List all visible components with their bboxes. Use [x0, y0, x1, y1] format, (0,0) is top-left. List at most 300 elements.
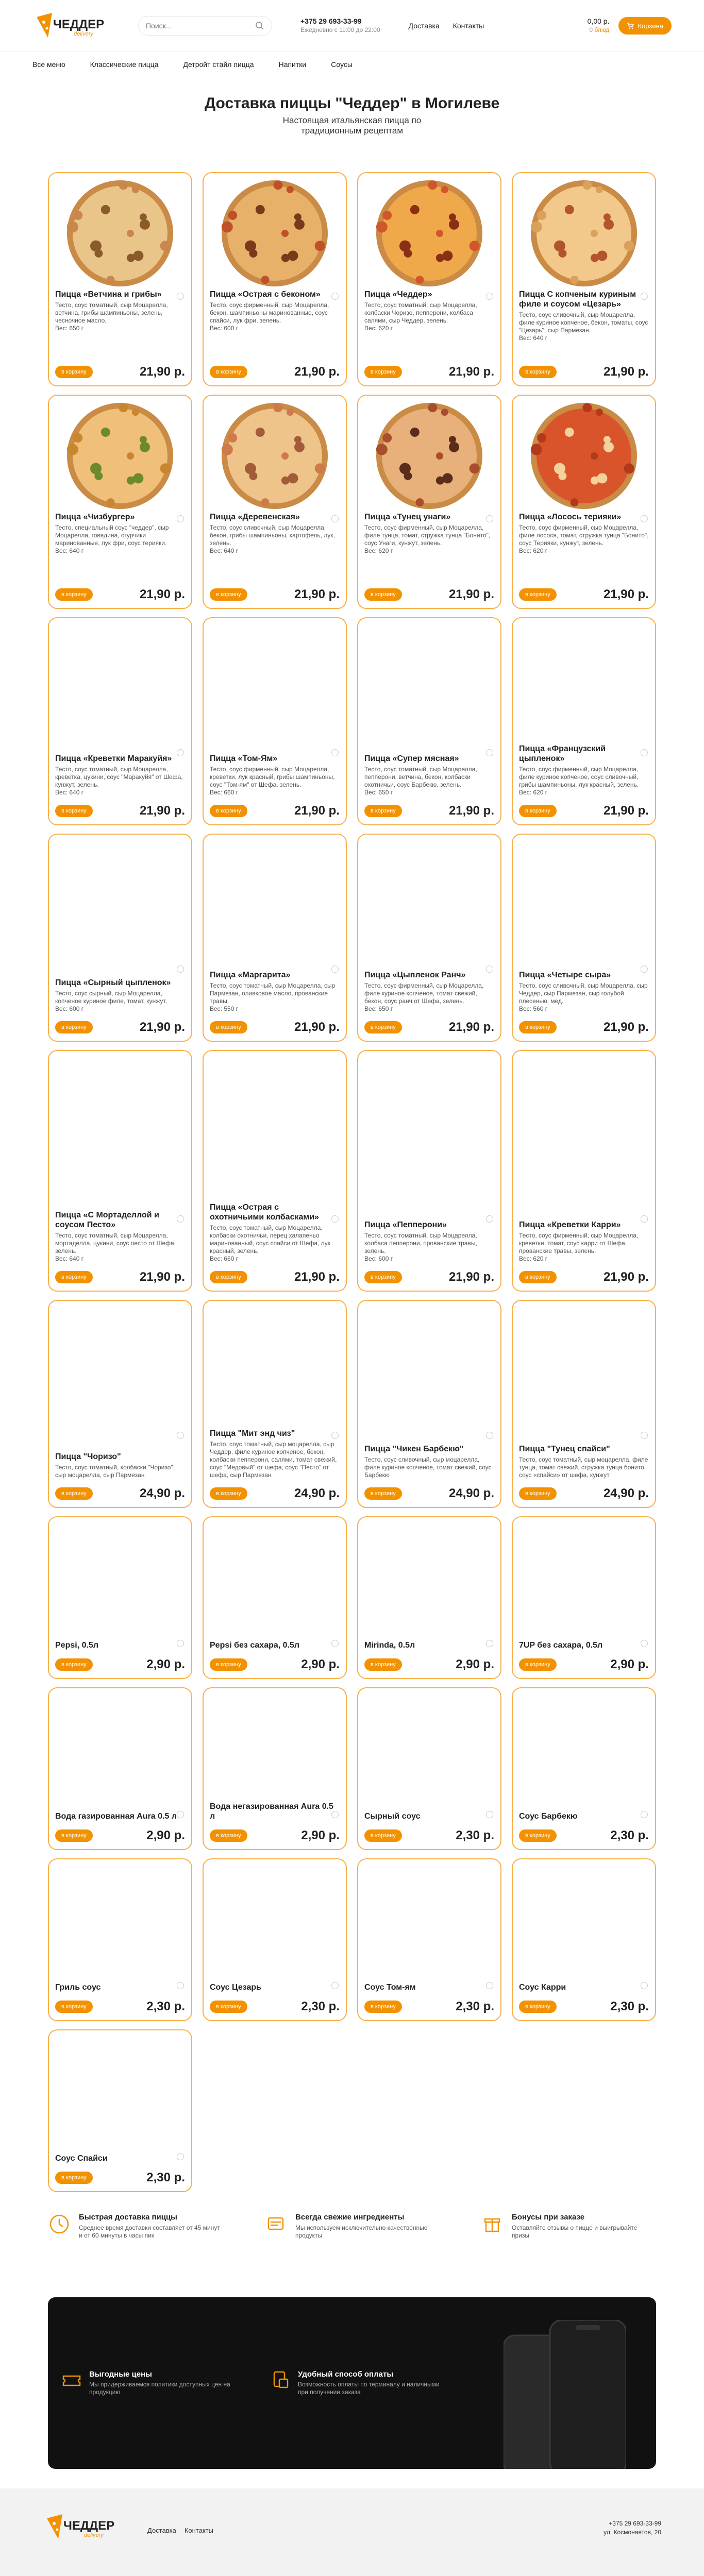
footer	[0, 2488, 704, 2576]
product-image-placeholder[interactable]	[519, 1307, 649, 1442]
product-card[interactable]	[203, 1300, 347, 1508]
product-card[interactable]	[48, 1516, 192, 1679]
product-image-placeholder[interactable]	[210, 624, 340, 752]
product-description: Тесто, соус томатный, сыр Моцарелла, креветка, цукини, соус "Маракуйя" от Шефа, кунжут, зелень.	[55, 766, 183, 788]
logo-image	[43, 2509, 120, 2545]
product-name[interactable]: Пицца «Супер мясная»	[364, 754, 459, 763]
product-image-placeholder[interactable]	[55, 1866, 185, 1980]
product-footer	[364, 365, 494, 379]
product-image-placeholder[interactable]	[55, 1307, 185, 1450]
product-image-placeholder[interactable]	[364, 1866, 494, 1980]
product-weight: Вес: 650 г	[364, 789, 393, 796]
add-to-cart-button[interactable]: в корзину	[55, 2001, 93, 2013]
favorite-icon[interactable]	[331, 1982, 339, 1989]
product-name[interactable]: Гриль соус	[55, 1983, 101, 1992]
favorite-icon[interactable]	[641, 1640, 648, 1647]
product-image[interactable]	[55, 179, 185, 287]
product-description: Тесто, соус томатный, сыр Моцарелла, колбаски охотничьи, перец халапеньо маринованный, соус спайси от Шефа, лук красный, зелень.	[210, 1224, 330, 1255]
add-to-cart-button[interactable]: в корзину	[210, 588, 247, 601]
product-card[interactable]	[48, 617, 192, 825]
product-description: Тесто, соус томатный, сыр Моцарелла, пепперони, ветчина, бекон, колбаски охотничьи, соус Барбекю, зелень.	[364, 766, 477, 788]
product-description: Тесто, соус томатный, сыр Моцарелла, колбаса пепперони, прованские травы, зелень.	[364, 1232, 477, 1255]
footer-nav-contacts[interactable]: Контакты	[184, 2527, 213, 2534]
product-name[interactable]: Пицца «Французский цыпленок»	[519, 744, 606, 763]
category-item[interactable]: Классические пицца	[90, 60, 159, 69]
product-price: 21,90 р.	[294, 365, 340, 379]
product-footer	[55, 1486, 185, 1501]
add-to-cart-button[interactable]: в корзину	[55, 1487, 93, 1500]
product-footer	[55, 587, 185, 602]
feature-text: Оставляйте отзывы о пицце и выигрывайте призы	[512, 2224, 638, 2239]
product-image-placeholder[interactable]	[519, 1694, 649, 1809]
product-price: 21,90 р.	[448, 804, 494, 818]
product-weight: Вес: 650 г	[364, 1005, 393, 1012]
product-card[interactable]	[357, 1050, 501, 1292]
product-price: 2,30 р.	[146, 1999, 185, 2013]
product-footer	[364, 1020, 494, 1035]
add-to-cart-button[interactable]: в корзину	[364, 366, 402, 378]
product-image-placeholder[interactable]	[55, 841, 185, 976]
favorite-icon[interactable]	[177, 965, 184, 973]
product-name[interactable]: Pepsi, 0.5л	[55, 1641, 98, 1650]
product-name[interactable]: Соус Цезарь	[210, 1983, 261, 1992]
product-weight: Вес: 620 г	[519, 547, 548, 554]
product-card[interactable]	[48, 1687, 192, 1850]
product-name[interactable]: Pepsi без сахара, 0.5л	[210, 1641, 300, 1650]
product-name[interactable]: Mirinda, 0.5л	[364, 1641, 415, 1650]
product-footer	[210, 1486, 340, 1501]
product-image-placeholder[interactable]	[519, 1523, 649, 1638]
add-to-cart-button[interactable]: в корзину	[210, 805, 247, 817]
cart-button[interactable]	[618, 17, 672, 35]
product-image[interactable]	[55, 402, 185, 510]
product-price: 2,30 р.	[610, 1999, 649, 2013]
product-price: 2,90 р.	[146, 1828, 185, 1842]
product-description: Тесто, соус фирменный, сыр Моцарелла, филе тунца, томат, стружка тунца "Бонито", соус Унаги, кунжут, зелень.	[364, 524, 491, 547]
add-to-cart-button[interactable]: в корзину	[210, 366, 247, 378]
product-description: Тесто, соус сливочный, сыр Моцарелла, филе куриное копченое, бекон, томаты, соус "Цезарь", сыр Пармезан.	[519, 311, 648, 334]
product-name[interactable]: Пицца «Пепперони»	[364, 1221, 447, 1229]
header-hours: Ежедневно с 11:00 до 22:00	[300, 26, 380, 33]
add-to-cart-button[interactable]: в корзину	[519, 588, 557, 601]
product-price: 2,30 р.	[456, 1828, 494, 1842]
favorite-icon[interactable]	[177, 1640, 184, 1647]
category-item[interactable]: Соусы	[331, 60, 353, 69]
product-card[interactable]	[203, 1687, 347, 1850]
product-price: 21,90 р.	[294, 804, 340, 818]
favorite-icon[interactable]	[486, 1811, 493, 1818]
product-price: 21,90 р.	[603, 1270, 649, 1284]
add-to-cart-button[interactable]: в корзину	[55, 366, 93, 378]
product-name[interactable]: Пицца «Чеддер»	[364, 290, 432, 299]
ticket-icon	[61, 2370, 82, 2391]
product-name[interactable]: Пицца "Чоризо"	[55, 1452, 121, 1461]
header	[0, 0, 704, 52]
favorite-icon[interactable]	[331, 1811, 339, 1818]
footer-nav-delivery[interactable]: Доставка	[147, 2527, 176, 2534]
product-image-placeholder[interactable]	[364, 841, 494, 968]
svg-text:ЧЕДДЕР: ЧЕДДЕР	[53, 18, 105, 31]
product-image[interactable]	[364, 402, 494, 510]
favorite-icon[interactable]	[177, 749, 184, 756]
pizza-icon	[530, 402, 638, 510]
product-price: 21,90 р.	[448, 587, 494, 601]
product-price: 21,90 р.	[448, 365, 494, 379]
add-to-cart-button[interactable]: в корзину	[55, 1829, 93, 1842]
favorite-icon[interactable]	[486, 1640, 493, 1647]
product-name[interactable]: Сырный соус	[364, 1812, 421, 1821]
product-name[interactable]: Пицца «Деревенская»	[210, 513, 300, 521]
product-card[interactable]	[357, 1858, 501, 2021]
favorite-icon[interactable]	[177, 515, 184, 522]
add-to-cart-button[interactable]: в корзину	[55, 1021, 93, 1033]
product-price: 21,90 р.	[139, 804, 185, 818]
favorite-icon[interactable]	[177, 1811, 184, 1818]
header-phone[interactable]: +375 29 693-33-99	[300, 17, 362, 25]
add-to-cart-button[interactable]: в корзину	[364, 1829, 402, 1842]
cart-icon	[627, 22, 634, 29]
product-image-placeholder[interactable]	[210, 1057, 340, 1200]
favorite-icon[interactable]	[641, 1432, 648, 1439]
product-card[interactable]	[512, 1300, 656, 1508]
product-image-placeholder[interactable]	[210, 1523, 340, 1638]
product-footer	[210, 1999, 340, 2014]
product-price: 21,90 р.	[603, 587, 649, 601]
product-description: Тесто, соус сырный, сыр Моцарелла, копченое куриное филе, томат, кунжут.	[55, 990, 167, 1005]
product-footer	[364, 1828, 494, 1843]
banner-item-text: Возможность оплаты по терминалу и наличными при получении заказа	[298, 2381, 440, 2396]
logo[interactable]	[32, 8, 120, 44]
add-to-cart-button[interactable]: в корзину	[364, 1271, 402, 1283]
product-image[interactable]	[210, 179, 340, 287]
add-to-cart-button[interactable]: в корзину	[55, 805, 93, 817]
favorite-icon[interactable]	[486, 293, 493, 300]
clock-icon	[48, 2213, 71, 2235]
product-description: Тесто, соус томатный, сыр Моцарелла, сыр Пармезан, оливковое масло, прованские травы.	[210, 982, 336, 1005]
product-footer	[519, 1270, 649, 1284]
product-footer	[210, 587, 340, 602]
favorite-icon[interactable]	[641, 965, 648, 973]
product-card[interactable]	[203, 1516, 347, 1679]
product-price: 21,90 р.	[603, 804, 649, 818]
product-footer	[55, 804, 185, 818]
product-name[interactable]: Пицца «Четыре сыра»	[519, 971, 611, 979]
product-name[interactable]: Вода газированная Aura 0.5 л	[55, 1812, 177, 1821]
feature-text: Мы используем исключительно качественные продукты	[295, 2224, 428, 2239]
favorite-icon[interactable]	[177, 1215, 184, 1223]
product-image[interactable]	[519, 402, 649, 510]
add-to-cart-button[interactable]: в корзину	[519, 1487, 557, 1500]
add-to-cart-button[interactable]: в корзину	[364, 1021, 402, 1033]
favorite-icon[interactable]	[641, 749, 648, 756]
product-price: 21,90 р.	[603, 1020, 649, 1034]
product-image[interactable]	[364, 179, 494, 287]
product-footer	[519, 804, 649, 818]
product-card[interactable]	[357, 834, 501, 1042]
product-card[interactable]	[357, 395, 501, 609]
product-footer	[210, 1020, 340, 1035]
product-card[interactable]	[512, 1687, 656, 1850]
add-to-cart-button[interactable]: в корзину	[364, 1658, 402, 1671]
product-description: Тесто, соус томатный, сыр Моцарелла, колбаски Чоризо, пепперони, колбаса салями, сыр Чеддер, зелень.	[364, 301, 477, 324]
product-image-placeholder[interactable]	[364, 624, 494, 752]
product-image[interactable]	[210, 402, 340, 510]
add-to-cart-button[interactable]: в корзину	[364, 805, 402, 817]
product-footer	[519, 1657, 649, 1672]
feature-title: Бонусы при заказе	[512, 2213, 585, 2222]
add-to-cart-button[interactable]: в корзину	[55, 2172, 93, 2184]
favorite-icon[interactable]	[331, 293, 339, 300]
product-card[interactable]	[203, 395, 347, 609]
favorite-icon[interactable]	[177, 1432, 184, 1439]
product-image[interactable]	[519, 179, 649, 287]
product-image-placeholder[interactable]	[519, 1866, 649, 1980]
product-card[interactable]	[48, 395, 192, 609]
footer-logo[interactable]	[43, 2509, 120, 2547]
product-image-placeholder[interactable]	[210, 1866, 340, 1980]
header-contacts	[300, 17, 380, 35]
product-name[interactable]: Пицца «Сырный цыпленок»	[55, 978, 171, 987]
add-to-cart-button[interactable]: в корзину	[519, 805, 557, 817]
promo-banner	[48, 2297, 656, 2469]
nav-delivery[interactable]: Доставка	[408, 22, 440, 30]
product-footer	[55, 365, 185, 379]
product-name[interactable]: Пицца «Креветки Маракуйя»	[55, 754, 172, 763]
product-card[interactable]	[48, 1858, 192, 2021]
favorite-icon[interactable]	[641, 1811, 648, 1818]
product-image-placeholder[interactable]	[55, 1057, 185, 1208]
category-item[interactable]: Детройт стайл пицца	[183, 60, 254, 69]
product-image-placeholder[interactable]	[210, 841, 340, 968]
favorite-icon[interactable]	[177, 293, 184, 300]
favorite-icon[interactable]	[486, 515, 493, 522]
product-name[interactable]: Пицца «Том-Ям»	[210, 754, 278, 763]
product-name[interactable]: Соус Спайси	[55, 2154, 108, 2163]
add-to-cart-button[interactable]: в корзину	[519, 1658, 557, 1671]
feature-text: Среднее время доставки составляет от 45 минут и от 60 минуты в часы пик	[79, 2224, 220, 2239]
product-card[interactable]	[357, 617, 501, 825]
product-image-placeholder[interactable]	[364, 1523, 494, 1638]
product-name[interactable]: Пицца "Тунец спайси"	[519, 1445, 610, 1453]
product-image-placeholder[interactable]	[55, 624, 185, 752]
footer-phone[interactable]: +375 29 693-33-99	[609, 2520, 661, 2527]
product-card[interactable]	[512, 172, 656, 386]
favorite-icon[interactable]	[177, 2153, 184, 2160]
product-price: 2,30 р.	[456, 1999, 494, 2013]
header-nav	[409, 22, 484, 30]
product-card[interactable]	[512, 1858, 656, 2021]
product-weight: Вес: 620 г	[519, 1255, 548, 1262]
favorite-icon[interactable]	[486, 1982, 493, 1989]
product-image-placeholder[interactable]	[519, 841, 649, 968]
search-input[interactable]	[146, 22, 255, 30]
banner-item-text: Мы придерживаемся политики доступных цен на продукцию	[89, 2381, 230, 2396]
footer-nav	[147, 2527, 213, 2534]
product-description: Тесто, соус фирменный, сыр Моцарелла, бекон, шампиньоны маринованные, соус спайси, лук фри, зелень.	[210, 301, 329, 324]
product-description: Тесто, соус фирменный, сыр Моцарелла, филе куриное копченое, соус сливочный, грибы шампиньоны, лук красный, зелень.	[519, 766, 639, 788]
banner-item-title: Удобный способ оплаты	[298, 2370, 394, 2379]
product-card[interactable]	[357, 1516, 501, 1679]
category-item[interactable]: Все меню	[32, 60, 65, 69]
product-name[interactable]: Пицца «Маргарита»	[210, 971, 291, 979]
favorite-icon[interactable]	[331, 1432, 339, 1439]
product-image-placeholder[interactable]	[519, 1057, 649, 1218]
product-footer	[519, 1020, 649, 1035]
product-image-placeholder[interactable]	[55, 1694, 185, 1809]
product-name[interactable]: Пицца «Цыпленок Ранч»	[364, 971, 466, 979]
product-name[interactable]: Пицца «Лосось терияки»	[519, 513, 622, 521]
favorite-icon[interactable]	[486, 965, 493, 973]
product-footer	[55, 1657, 185, 1672]
product-name[interactable]: Соус Карри	[519, 1983, 566, 1992]
product-name[interactable]: Пицца «Острая с охотничьими колбасками»	[210, 1203, 319, 1222]
product-price: 2,90 р.	[301, 1657, 340, 1671]
product-card[interactable]	[48, 2029, 192, 2192]
product-description: Тесто, соус сливочный, сыр моцарелла, филе куриное копченое, томат свежий, соус Барбекю	[364, 1456, 492, 1479]
search-box	[138, 16, 272, 36]
favorite-icon[interactable]	[331, 965, 339, 973]
favorite-icon[interactable]	[641, 1215, 648, 1223]
add-to-cart-button[interactable]: в корзину	[364, 588, 402, 601]
add-to-cart-button[interactable]: в корзину	[210, 1021, 247, 1033]
product-card[interactable]	[203, 834, 347, 1042]
product-image-placeholder[interactable]	[210, 1307, 340, 1427]
product-name[interactable]: Соус Том-ям	[364, 1983, 416, 1992]
product-name[interactable]: Соус Барбекю	[519, 1812, 578, 1821]
product-card[interactable]	[203, 1858, 347, 2021]
product-card[interactable]	[357, 1300, 501, 1508]
favorite-icon[interactable]	[486, 1432, 493, 1439]
cart-button-label: Корзина	[638, 22, 663, 30]
product-footer	[210, 365, 340, 379]
favorite-icon[interactable]	[486, 1215, 493, 1223]
product-price: 21,90 р.	[139, 365, 185, 379]
add-to-cart-button[interactable]: в корзину	[519, 366, 557, 378]
product-footer	[55, 1270, 185, 1284]
feature-fresh	[264, 2213, 440, 2240]
add-to-cart-button[interactable]: в корзину	[55, 588, 93, 601]
product-image-placeholder[interactable]	[364, 1307, 494, 1442]
product-name[interactable]: Пицца «С Мортаделлой и соусом Песто»	[55, 1211, 159, 1229]
product-image-placeholder[interactable]	[364, 1694, 494, 1809]
favorite-icon[interactable]	[177, 1982, 184, 1989]
pizza-icon	[66, 179, 174, 287]
product-name[interactable]: Пицца С копченым куриным филе и соусом «Цезарь»	[519, 290, 636, 309]
product-name[interactable]: Пицца «Креветки Карри»	[519, 1221, 621, 1229]
features	[48, 2213, 656, 2240]
add-to-cart-button[interactable]: в корзину	[210, 1271, 247, 1283]
product-card[interactable]	[512, 834, 656, 1042]
product-description: Тесто, соус томатный, сыр Моцарелла, мортаделла, цукини, соус песто от Шефа, зелень.	[55, 1232, 176, 1255]
product-card[interactable]	[512, 1050, 656, 1292]
product-name[interactable]: 7UP без сахара, 0.5л	[519, 1641, 603, 1650]
add-to-cart-button[interactable]: в корзину	[210, 2001, 247, 2013]
product-description: Тесто, соус томатный, сыр Моцарелла, ветчина, грибы шампиньоны, зелень, чесночное масло.	[55, 301, 168, 324]
favorite-icon[interactable]	[641, 293, 648, 300]
add-to-cart-button[interactable]: в корзину	[55, 1271, 93, 1283]
favorite-icon[interactable]	[331, 515, 339, 522]
product-card[interactable]	[512, 1516, 656, 1679]
product-footer	[364, 1270, 494, 1284]
product-weight: Вес: 640 г	[55, 789, 84, 796]
feature-title: Всегда свежие ингредиенты	[295, 2213, 405, 2222]
favorite-icon[interactable]	[331, 1215, 339, 1223]
favorite-icon[interactable]	[641, 1982, 648, 1989]
product-footer	[364, 587, 494, 602]
add-to-cart-button[interactable]: в корзину	[519, 2001, 557, 2013]
product-image-placeholder[interactable]	[55, 2037, 185, 2151]
add-to-cart-button[interactable]: в корзину	[210, 1829, 247, 1842]
pizza-icon	[221, 402, 329, 510]
product-image-placeholder[interactable]	[210, 1694, 340, 1800]
favorite-icon[interactable]	[641, 515, 648, 522]
product-name[interactable]: Пицца «Тунец унаги»	[364, 513, 451, 521]
product-name[interactable]: Пицца «Ветчина и грибы»	[55, 290, 162, 299]
product-card[interactable]	[203, 172, 347, 386]
product-description: Тесто, соус сливочный, сыр Моцарелла, бекон, грибы шампиньоны, картофель, лук, зелень.	[210, 524, 335, 547]
product-card[interactable]	[357, 1687, 501, 1850]
product-name[interactable]: Пицца «Чизбургер»	[55, 513, 135, 521]
category-item[interactable]: Напитки	[278, 60, 307, 69]
product-price: 2,30 р.	[610, 1828, 649, 1842]
product-card[interactable]	[48, 1300, 192, 1508]
add-to-cart-button[interactable]: в корзину	[519, 1021, 557, 1033]
product-description: Тесто, соус фирменный, сыр Моцарелла, филе куриное копченое, томат свежий, бекон, соус ранч от Шефа, зелень.	[364, 982, 484, 1005]
product-description: Тесто, соус томатный, колбаски "Чоризо", сыр моцарелла, сыр Пармезан	[55, 1464, 175, 1479]
product-card[interactable]	[203, 617, 347, 825]
banner-item-payment	[270, 2370, 448, 2396]
product-price: 24,90 р.	[139, 1486, 185, 1500]
product-image-placeholder[interactable]	[519, 624, 649, 742]
add-to-cart-button[interactable]: в корзину	[519, 1829, 557, 1842]
product-price: 2,90 р.	[610, 1657, 649, 1671]
product-price: 2,90 р.	[301, 1828, 340, 1842]
favorite-icon[interactable]	[331, 1640, 339, 1647]
add-to-cart-button[interactable]: в корзину	[364, 1487, 402, 1500]
product-image-placeholder[interactable]	[364, 1057, 494, 1218]
product-name[interactable]: Пицца "Мит энд чиз"	[210, 1429, 295, 1438]
product-weight: Вес: 650 г	[55, 325, 84, 332]
add-to-cart-button[interactable]: в корзину	[210, 1487, 247, 1500]
product-price: 2,90 р.	[146, 1657, 185, 1671]
product-price: 24,90 р.	[448, 1486, 494, 1500]
product-card[interactable]	[48, 1050, 192, 1292]
pizza-icon	[375, 179, 483, 287]
product-name[interactable]: Пицца «Острая с беконом»	[210, 290, 321, 299]
product-price: 2,90 р.	[456, 1657, 494, 1671]
add-to-cart-button[interactable]: в корзину	[519, 1271, 557, 1283]
cart-sum: 0,00 р.	[587, 17, 610, 25]
product-card[interactable]	[203, 1050, 347, 1292]
product-card[interactable]	[48, 834, 192, 1042]
favorite-icon[interactable]	[486, 749, 493, 756]
product-name[interactable]: Пицца "Чикен Барбекю"	[364, 1445, 464, 1453]
add-to-cart-button[interactable]: в корзину	[210, 1658, 247, 1671]
favorite-icon[interactable]	[331, 749, 339, 756]
product-name[interactable]: Вода негазированная Aura 0.5 л	[210, 1802, 333, 1821]
product-card[interactable]	[512, 617, 656, 825]
nav-contacts[interactable]: Контакты	[452, 22, 484, 30]
product-weight: Вес: 600 г	[364, 1255, 393, 1262]
product-card[interactable]	[357, 172, 501, 386]
add-to-cart-button[interactable]: в корзину	[55, 1658, 93, 1671]
product-card[interactable]	[48, 172, 192, 386]
search-icon[interactable]	[255, 21, 264, 30]
product-image-placeholder[interactable]	[55, 1523, 185, 1638]
product-weight: Вес: 660 г	[210, 789, 239, 796]
add-to-cart-button[interactable]: в корзину	[364, 2001, 402, 2013]
product-card[interactable]	[512, 395, 656, 609]
